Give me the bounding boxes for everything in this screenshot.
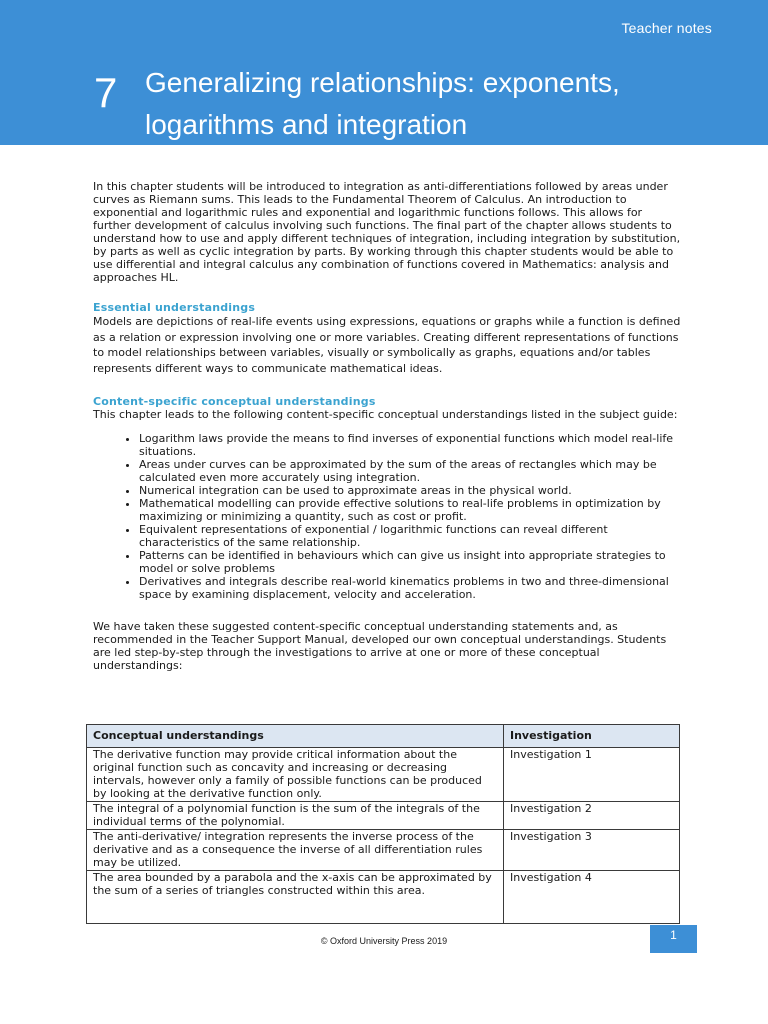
conceptual-understandings-list	[93, 432, 683, 601]
table-cell: Investigation 3	[504, 830, 680, 871]
header-band	[0, 0, 768, 145]
essential-understandings-text: Models are depictions of real-life events using expressions, equations or graphs while a function is defined as a relation or expression involving one or more variables. Creating different representations of functions to model relationships between variables, visually or symbolically as graphs, equations and/or tables represents different ways to communicate mathematical ideas.	[93, 315, 681, 375]
column-header-conceptual: Conceptual understandings	[87, 725, 504, 748]
chapter-title	[145, 62, 745, 146]
table-row	[87, 802, 680, 830]
list-item: • Numerical integration can be used to approximate areas in the physical world.	[139, 484, 683, 497]
copyright-footer: © Oxford University Press 2019	[320, 936, 448, 946]
list-item: • Patterns can be identified in behaviours which can give us insight into appropriate strategies to model or solve problems	[139, 549, 683, 575]
essential-understandings-heading: Essential understandings	[93, 301, 256, 314]
chapter-number: 7	[94, 69, 118, 116]
content-specific-heading: Content-specific conceptual understandings	[93, 395, 376, 408]
closing-paragraph: We have taken these suggested content-specific conceptual understanding statements and, as recommended in the Teacher Support Manual, developed our own conceptual understandings. Students are led step-by-step through the investigations to arrive at one or more of these conceptual understandings:	[93, 620, 667, 672]
intro-paragraph: In this chapter students will be introduced to integration as anti-differentiations followed by areas under curves as Riemann sums. This leads to the Fundamental Theorem of Calculus. An introduction to exponential and logarithmic rules and exponential and logarithmic functions follows. This allows for further development of calculus involving such functions. The final part of the chapter allows students to understand how to use and apply different techniques of integration, including integration by substitution, by parts as well as cyclic integration by parts. By working through this chapter students would be able to use differential and integral calculus any combination of functions covered in Mathematics: analysis and approaches HL.	[93, 180, 681, 284]
chapter-title-line-2: logarithms and integration	[145, 109, 468, 140]
table-cell: The derivative function may provide critical information about the original function such as concavity and increasing or decreasing intervals, however only a family of possible functions can be produced by looking at the derivative function only.	[87, 748, 504, 802]
conceptual-understandings-table	[86, 724, 680, 924]
main-content	[93, 180, 683, 672]
chapter-title-line-1: Generalizing relationships: exponents,	[145, 67, 620, 98]
table-cell: The area bounded by a parabola and the x-axis can be approximated by the sum of a series of triangles constructed within this area.	[87, 871, 504, 924]
table-cell: The anti-derivative/ integration represents the inverse process of the derivative and as a consequence the inverse of all differentiation rules may be utilized.	[87, 830, 504, 871]
table-cell: Investigation 1	[504, 748, 680, 802]
table-row	[87, 871, 680, 924]
list-item: • Logarithm laws provide the means to find inverses of exponential functions which model real-life situations.	[139, 432, 683, 458]
teacher-notes-label: Teacher notes	[621, 20, 712, 36]
table-cell: Investigation 2	[504, 802, 680, 830]
list-item: • Mathematical modelling can provide effective solutions to real-life problems in optimization by maximizing or minimizing a quantity, such as cost or profit.	[139, 497, 683, 523]
list-item: • Derivatives and integrals describe real-world kinematics problems in two and three-dimensional space by examining displacement, velocity and acceleration.	[139, 575, 683, 601]
table-cell: The integral of a polynomial function is the sum of the integrals of the individual terms of the polynomial.	[87, 802, 504, 830]
table-cell: Investigation 4	[504, 871, 680, 924]
page-number: 1	[650, 925, 697, 953]
table-header-row	[87, 725, 680, 748]
list-item: • Equivalent representations of exponential / logarithmic functions can reveal different characteristics of the same relationship.	[139, 523, 683, 549]
column-header-investigation: Investigation	[504, 725, 680, 748]
list-item: • Areas under curves can be approximated by the sum of the areas of rectangles which may be calculated even more accurately using integration.	[139, 458, 683, 484]
table-row	[87, 748, 680, 802]
table-row	[87, 830, 680, 871]
content-specific-intro: This chapter leads to the following content-specific conceptual understandings listed in the subject guide:	[93, 408, 678, 421]
